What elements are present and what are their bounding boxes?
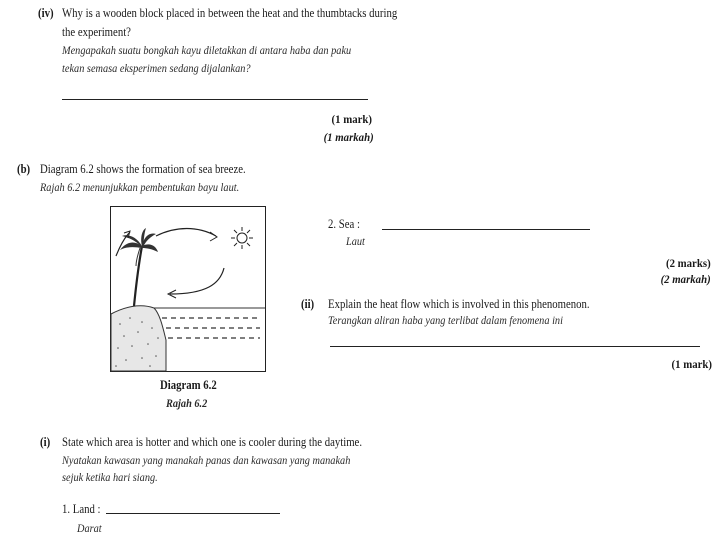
question-ii-english: Explain the heat flow which is involved in this phenomenon. — [328, 297, 590, 311]
land-answer-line[interactable] — [106, 513, 280, 514]
question-number-ii: (ii) — [301, 297, 315, 311]
question-number-iv: (iv) — [38, 6, 54, 20]
diagram-caption-english: Diagram 6.2 — [160, 378, 217, 392]
question-b-malay: Rajah 6.2 menunjukkan pembentukan bayu laut. — [40, 180, 240, 194]
question-iv-english-line-1: Why is a wooden block placed in between the heat and the thumbtacks during — [62, 6, 398, 20]
question-iv-malay-line-2: tekan semasa eksperimen sedang dijalankan? — [62, 61, 251, 75]
sea-answer-line[interactable] — [382, 229, 590, 230]
answer-line-iv[interactable] — [62, 99, 368, 100]
sea-answer-label: 2. Sea : — [328, 217, 360, 231]
sea-breeze-diagram — [110, 206, 266, 372]
question-i-malay-line-2: sejuk ketika hari siang. — [62, 470, 158, 484]
land-answer-label-malay: Darat — [77, 521, 102, 535]
question-ii-malay: Terangkan aliran haba yang terlibat dalam fenomena ini — [328, 313, 563, 327]
question-i-malay-line-1: Nyatakan kawasan yang manakah panas dan kawasan yang manakah — [62, 453, 351, 467]
marks-2-malay: (2 markah) — [660, 272, 711, 286]
marks-2-english: (2 marks) — [666, 256, 711, 270]
marks-iv-english: (1 mark) — [331, 112, 372, 126]
land-area — [111, 306, 166, 371]
question-number-i: (i) — [40, 435, 51, 449]
marks-ii-english: (1 mark) — [671, 357, 712, 371]
land-answer-label: 1. Land : — [62, 502, 101, 516]
diagram-caption-malay: Rajah 6.2 — [166, 396, 208, 410]
answer-line-ii[interactable] — [330, 346, 700, 347]
question-iv-english-line-2: the experiment? — [62, 25, 131, 39]
question-iv-malay-line-1: Mengapakah suatu bongkah kayu diletakkan di antara haba dan paku — [62, 43, 352, 57]
sea-answer-label-malay: Laut — [346, 234, 365, 248]
question-i-english: State which area is hotter and which one is cooler during the daytime. — [62, 435, 363, 449]
sea-breeze-diagram-svg — [110, 206, 266, 372]
question-number-b: (b) — [17, 162, 31, 176]
marks-iv-malay: (1 markah) — [323, 130, 374, 144]
question-b-english: Diagram 6.2 shows the formation of sea breeze. — [40, 162, 246, 176]
